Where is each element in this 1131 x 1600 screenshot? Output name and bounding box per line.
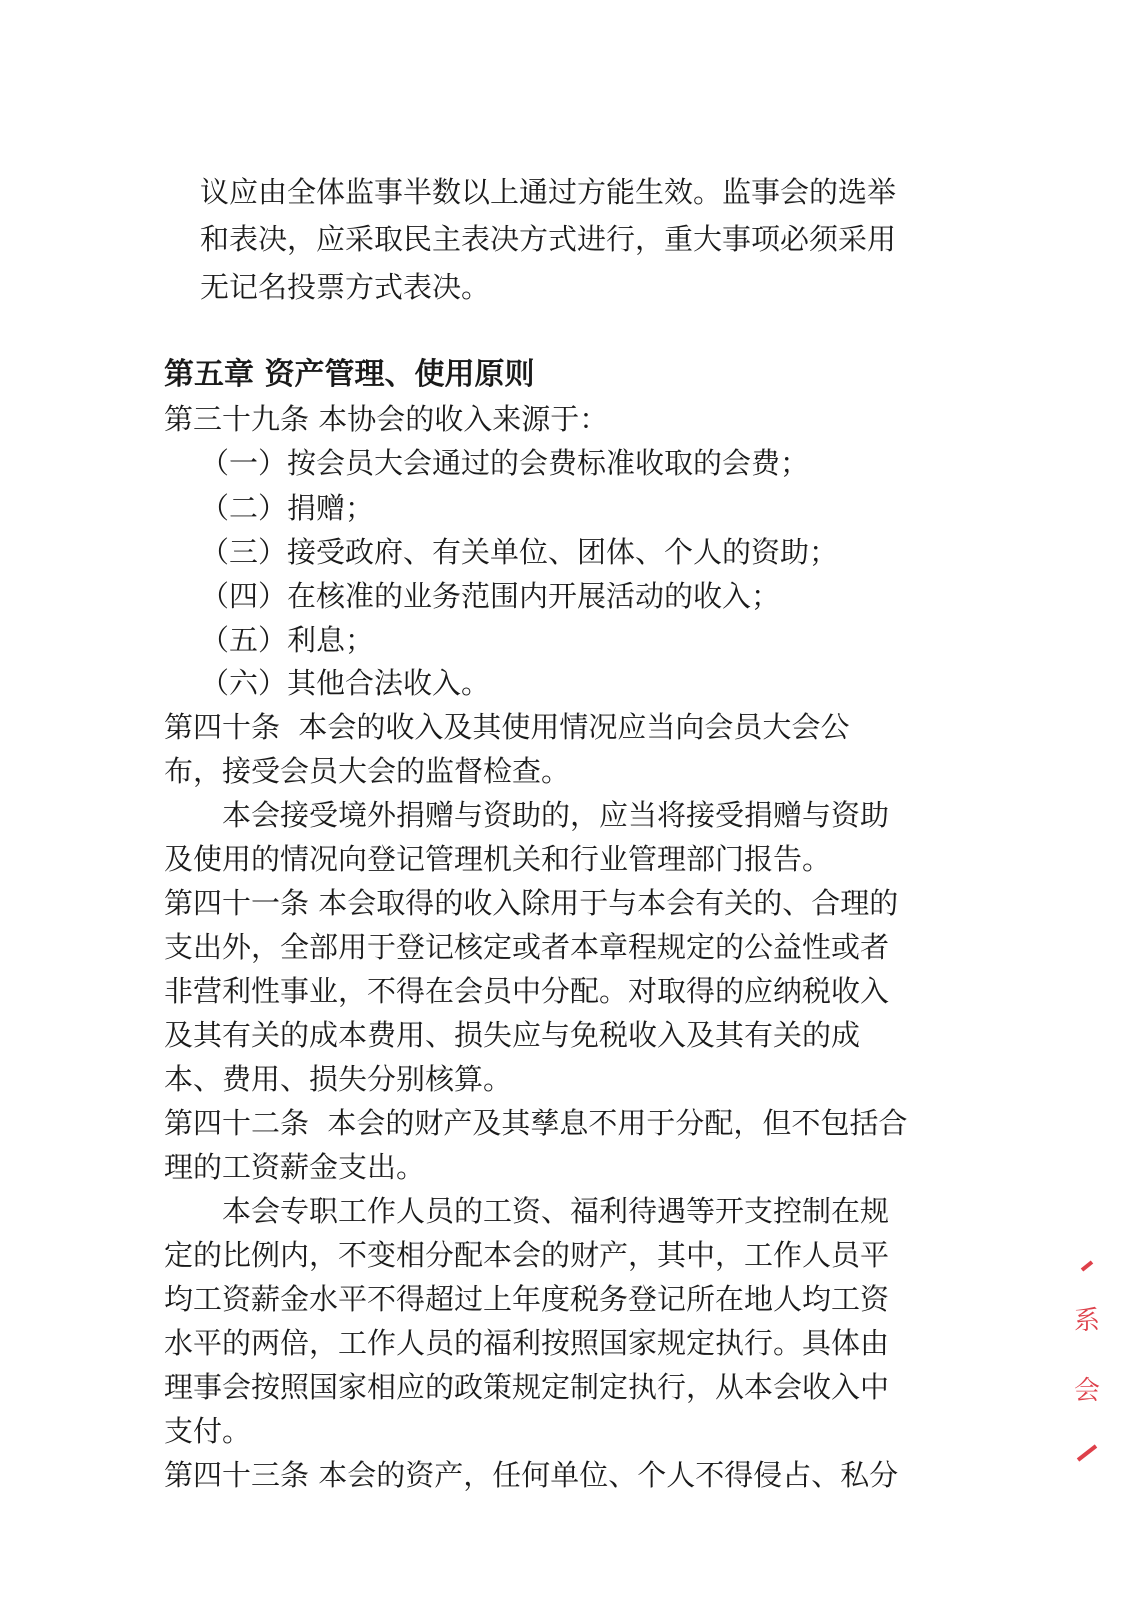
indented-paragraph-line: 本会接受境外捐赠与资助的，应当将接受捐赠与资助 xyxy=(222,798,890,832)
list-item: （四）在核准的业务范围内开展活动的收入； xyxy=(200,579,781,613)
list-item: （五）利息； xyxy=(200,623,375,657)
seal-glyph: 系 xyxy=(1074,1306,1101,1336)
list-item: （三）接受政府、有关单位、团体、个人的资助； xyxy=(200,535,839,569)
text-line: 非营利性事业，不得在会员中分配。对取得的应纳税收入 xyxy=(164,974,890,1008)
text-line: 均工资薪金水平不得超过上年度税务登记所在地人均工资 xyxy=(164,1282,890,1316)
article-43-line: 第四十三条 本会的资产，任何单位、个人不得侵占、私分 xyxy=(164,1458,899,1492)
list-item: （六）其他合法收入。 xyxy=(200,666,491,700)
text-line: 理事会按照国家相应的政策规定制定执行，从本会收入中 xyxy=(164,1370,890,1404)
list-item: （一）按会员大会通过的会费标准收取的会费； xyxy=(200,446,810,480)
text-line: 布，接受会员大会的监督检查。 xyxy=(164,754,571,788)
indented-paragraph-line: 本会专职工作人员的工资、福利待遇等开支控制在规 xyxy=(222,1194,890,1228)
text-line: 及使用的情况向登记管理机关和行业管理部门报告。 xyxy=(164,842,832,876)
text-line: 议应由全体监事半数以上通过方能生效。监事会的选举 xyxy=(200,175,897,209)
text-line: 和表决，应采取民主表决方式进行，重大事项必须采用 xyxy=(200,222,897,256)
list-item: （二）捐赠； xyxy=(200,491,375,525)
seal-glyph: 会 xyxy=(1074,1376,1101,1406)
article-39-line: 第三十九条 本协会的收入来源于： xyxy=(164,402,609,436)
article-42-line: 第四十二条 本会的财产及其孳息不用于分配，但不包括合 xyxy=(164,1106,908,1140)
text-line: 无记名投票方式表决。 xyxy=(200,270,491,304)
article-40-line: 第四十条 本会的收入及其使用情况应当向会员大会公 xyxy=(164,710,850,744)
seal-edge-icon xyxy=(1068,1260,1118,1470)
text-line: 本、费用、损失分别核算。 xyxy=(164,1062,513,1096)
text-line: 及其有关的成本费用、损失应与免税收入及其有关的成 xyxy=(164,1018,861,1052)
red-seal-fragment xyxy=(1068,1260,1118,1470)
text-line: 水平的两倍，工作人员的福利按照国家规定执行。具体由 xyxy=(164,1326,890,1360)
chapter-heading: 第五章 资产管理、使用原则 xyxy=(164,357,535,392)
text-line: 理的工资薪金支出。 xyxy=(164,1150,426,1184)
text-line: 定的比例内，不变相分配本会的财产，其中，工作人员平 xyxy=(164,1238,890,1272)
text-line: 支出外，全部用于登记核定或者本章程规定的公益性或者 xyxy=(164,930,890,964)
text-line: 支付。 xyxy=(164,1414,252,1448)
article-41-line: 第四十一条 本会取得的收入除用于与本会有关的、合理的 xyxy=(164,886,899,920)
